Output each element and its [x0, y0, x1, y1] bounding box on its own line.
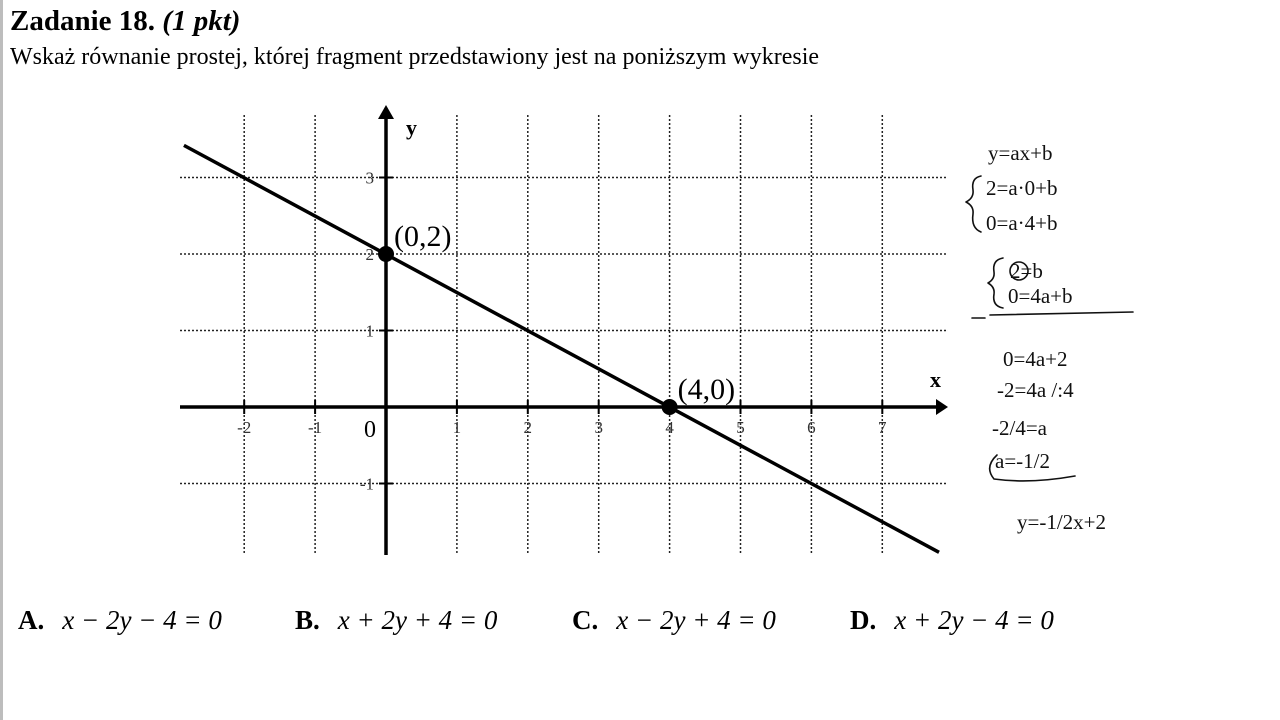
- y-tick-label: 2: [365, 245, 374, 264]
- point-label: (4,0): [677, 373, 736, 406]
- grid-lines: [180, 115, 948, 555]
- x-axis-arrow: [936, 399, 948, 415]
- note-line-2: 2=a·0+b: [986, 176, 1058, 200]
- system-brace-2: [988, 258, 1003, 308]
- answer-label: C.: [572, 605, 599, 635]
- answer-equation: x + 2y + 4 = 0: [337, 605, 498, 635]
- x-tick-label: 4: [665, 418, 674, 437]
- y-axis-label: y: [406, 115, 417, 140]
- answer-equation: x − 2y − 4 = 0: [62, 605, 222, 635]
- x-tick-label: -1: [308, 418, 323, 437]
- note-line-10: y=-1/2x+2: [1017, 510, 1107, 534]
- task-number: Zadanie 18.: [10, 5, 156, 37]
- note-line-3: 0=a·4+b: [986, 211, 1058, 235]
- task-prompt: Wskaż równanie prostej, której fragment przedstawiony jest na poniższym wykresie: [10, 44, 820, 70]
- point-label: (0,2): [394, 220, 452, 253]
- data-series: [184, 145, 939, 552]
- task-points: (1 pkt): [162, 5, 241, 37]
- answer-option-c[interactable]: [572, 600, 776, 640]
- note-line-1: y=ax+b: [988, 141, 1053, 165]
- x-tick-label: 3: [594, 418, 603, 437]
- answer-option-d[interactable]: [850, 600, 1054, 640]
- note-line-9: a=-1/2: [995, 449, 1050, 473]
- answer-label: D.: [850, 605, 877, 635]
- x-tick-label: 2: [523, 418, 533, 437]
- handwritten-notes: [966, 141, 1133, 534]
- y-axis-arrow: [378, 105, 394, 119]
- x-axis-label: x: [930, 367, 941, 392]
- answer-equation: x − 2y + 4 = 0: [616, 605, 776, 635]
- x-tick-label: 6: [807, 418, 816, 437]
- answer-option-b[interactable]: [295, 600, 497, 640]
- line-series: [184, 145, 939, 552]
- note-line-6: 0=4a+2: [1003, 347, 1068, 371]
- x-tick-label: 1: [452, 418, 462, 437]
- marked-points: [378, 220, 735, 415]
- x-tick-label: 7: [878, 418, 887, 437]
- note-line-8: -2/4=a: [992, 416, 1047, 440]
- note-line-7: -2=4a /:4: [997, 378, 1074, 402]
- system-brace-1: [966, 176, 981, 232]
- answer-label: B.: [295, 605, 320, 635]
- answer-label: A.: [18, 605, 45, 635]
- subtraction-rule: [990, 312, 1133, 315]
- y-tick-label: 3: [365, 168, 374, 188]
- note-line-5: 0=4a+b: [1008, 284, 1073, 308]
- answer-equation: x + 2y − 4 = 0: [894, 605, 1054, 635]
- answer-option-a[interactable]: [18, 600, 222, 640]
- data-point: [662, 399, 678, 415]
- origin-label: 0: [364, 417, 376, 443]
- y-tick-label: 1: [365, 321, 374, 341]
- y-tick-label: -1: [359, 474, 374, 494]
- note-line-4: 2=b: [1010, 259, 1043, 283]
- x-tick-label: -2: [237, 418, 252, 437]
- x-tick-label: 5: [736, 418, 745, 437]
- data-point: [378, 246, 394, 262]
